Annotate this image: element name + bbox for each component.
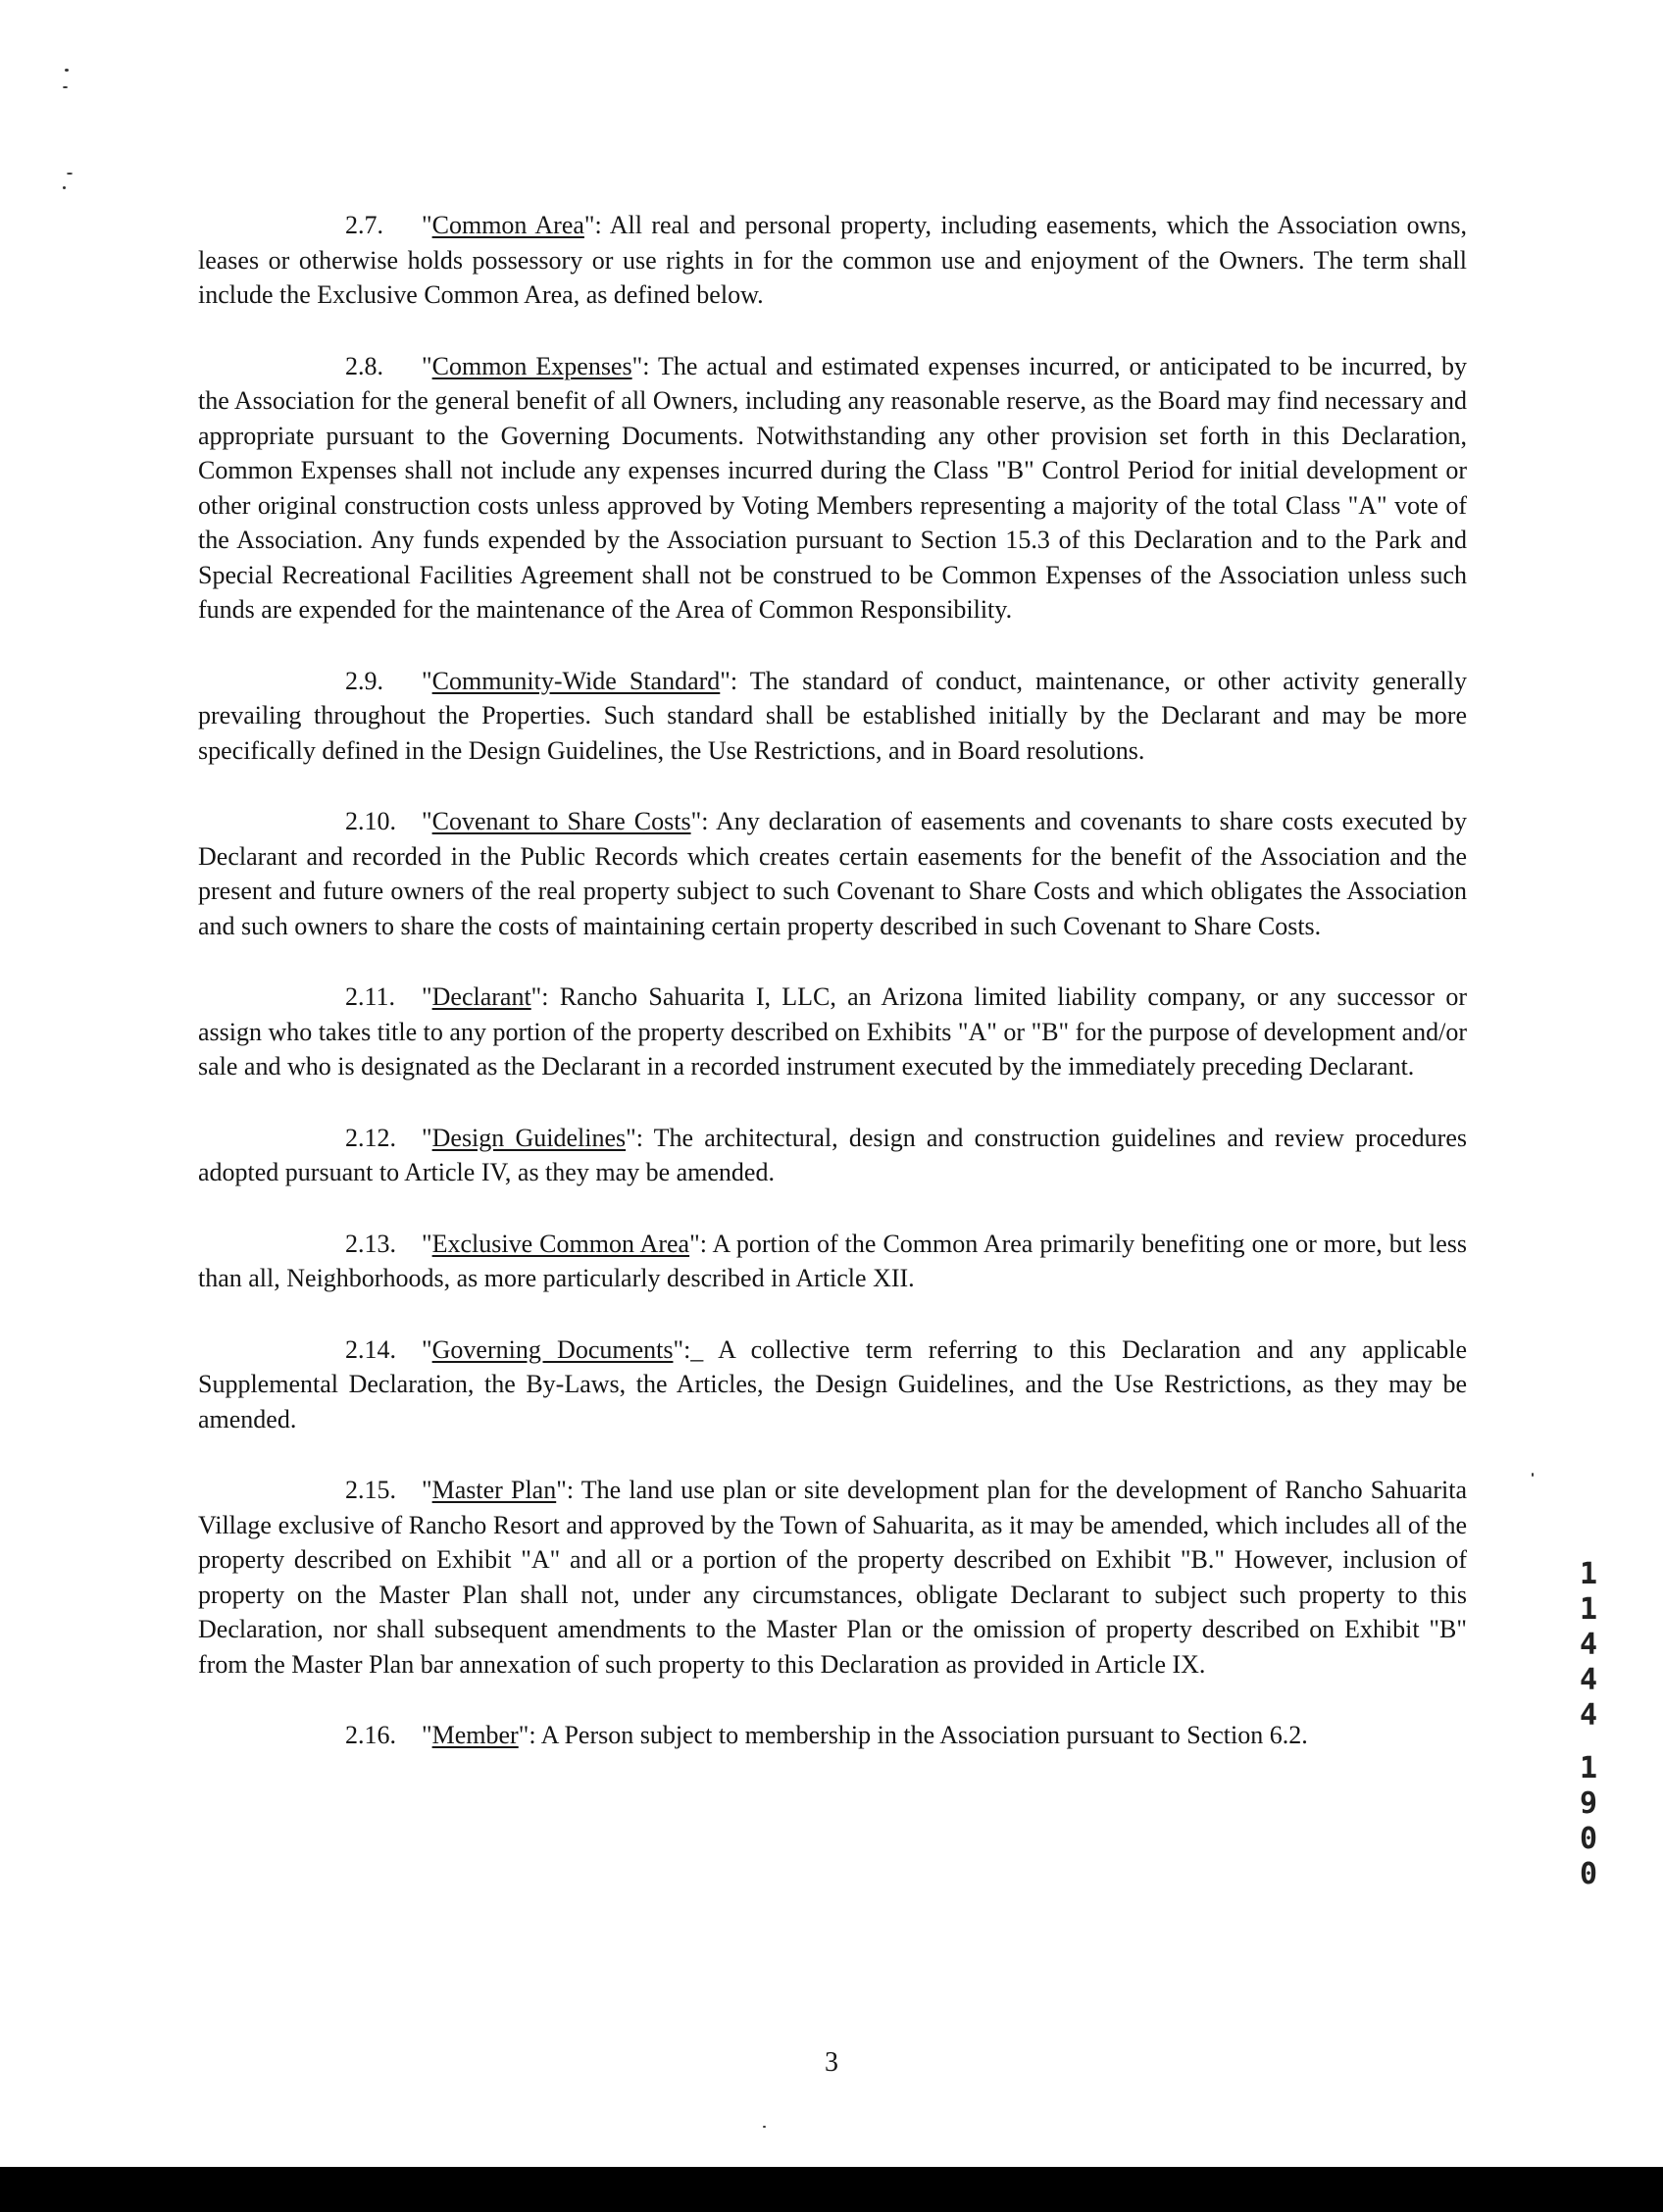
stamp-digit: 1: [1579, 1557, 1598, 1591]
defined-term: Exclusive Common Area: [431, 1229, 690, 1258]
definition-paragraph: 2.15. "Master Plan": The land use plan or site development plan for the development of Rancho Sahuarita Village exclusive of Rancho Resort and approved by the Town of Sahuarita, as it may be amended, which includes all of the property described on Exhibit "A" and all or a portion of the property described on Exhibit "B." However, inclusion of property on the Master Plan shall not, under any circumstances, obligate Declarant to subject such property to this Declaration, nor shall subsequent amendments to the Master Plan or the omission of property described on Exhibit "B" from the Master Plan bar annexation of such property to this Declaration as provided in Article IX.: [198, 1473, 1467, 1682]
page-number: 3: [825, 2047, 838, 2078]
section-number: 2.15.: [345, 1476, 396, 1504]
definition-paragraph: 2.16. "Member": A Person subject to membership in the Association pursuant to Section 6.2.: [198, 1718, 1467, 1753]
defined-term: Design Guidelines: [431, 1123, 627, 1152]
definition-text: ": The architectural, design and construction guidelines and review procedures adopted pursuant to Article IV, as they may be amended.: [198, 1123, 1467, 1186]
definition-text: ": The actual and estimated expenses incurred, or anticipated to be incurred, by the Association for the general benefit of all Owners, including any reasonable reserve, as the Board may find necessary and appropriate pursuant to the Governing Documents. Notwithstanding any other provision set forth in this Declaration, Common Expenses shall not include any expenses incurred during the Class "B" Control Period for initial development or other original construction costs unless approved by Voting Members representing a majority of the total Class "A" vote of the Association. Any funds expended by the Association pursuant to Section 15.3 of this Declaration and to the Park and Special Recreational Facilities Agreement shall not be construed to be Common Expenses of the Association unless such funds are expended for the maintenance of the Area of Common Responsibility.: [198, 351, 1467, 624]
definition-paragraph: 2.8. "Common Expenses": The actual and estimated expenses incurred, or anticipated to be incurred, by the Association for the general benefit of all Owners, including any reasonable reserve, as the Board may find necessary and appropriate pursuant to the Governing Documents. Notwithstanding any other provision set forth in this Declaration, Common Expenses shall not include any expenses incurred during the Class "B" Control Period for initial development or other original construction costs unless approved by Voting Members representing a majority of the total Class "A" vote of the Association. Any funds expended by the Association pursuant to Section 15.3 of this Declaration and to the Park and Special Recreational Facilities Agreement shall not be construed to be Common Expenses of the Association unless such funds are expended for the maintenance of the Area of Common Responsibility.: [198, 349, 1467, 628]
scan-speck: [63, 186, 66, 189]
section-number: 2.8.: [345, 351, 383, 380]
definition-section: [198, 1121, 1467, 1190]
section-number: 2.13.: [345, 1229, 396, 1258]
definition-section: [198, 664, 1467, 769]
definition-section: [198, 349, 1467, 628]
section-number: 2.14.: [345, 1334, 396, 1364]
definition-text: ": Any declaration of easements and covenants to share costs executed by Declarant and recorded in the Public Records which creates certain easements for the benefit of the Association and the present and future owners of the real property subject to such Covenant to Share Costs and which obligates the Association and such owners to share the costs of maintaining certain property described in such Covenant to Share Costs.: [198, 807, 1467, 940]
scan-speck: [63, 86, 68, 88]
definition-section: [198, 208, 1467, 313]
defined-term: Common Expenses: [431, 351, 632, 380]
stamp-digit: 0: [1579, 1822, 1598, 1856]
defined-term: Community-Wide Standard: [431, 666, 721, 695]
stamp-digit: 0: [1579, 1857, 1598, 1891]
definition-section: [198, 804, 1467, 943]
definition-section: [198, 1718, 1467, 1753]
scan-speck: [763, 2126, 766, 2128]
stamp-digit: 4: [1579, 1698, 1598, 1733]
definition-text: ": A portion of the Common Area primarily benefiting one or more, but less than all, Neighborhoods, as more particularly described in Article XII.: [198, 1229, 1467, 1292]
defined-term: Declarant: [431, 982, 531, 1011]
definition-text: ": The standard of conduct, maintenance, or other activity generally prevailing throughout the Properties. Such standard shall be established initially by the Declarant and may be more specifically defined in the Design Guidelines, the Use Restrictions, and in Board resolutions.: [198, 666, 1467, 765]
definition-paragraph: 2.14. "Governing Documents":_ A collective term referring to this Declaration and any applicable Supplemental Declaration, the By-Laws, the Articles, the Design Guidelines, and the Use Restrictions, as they may be amended.: [198, 1332, 1467, 1437]
definition-section: [198, 1473, 1467, 1682]
recording-number-stamp-top: [1569, 1557, 1608, 1734]
definition-text: ": A Person subject to membership in the Association pursuant to Section 6.2.: [518, 1721, 1308, 1749]
definition-paragraph: 2.7. "Common Area": All real and personal property, including easements, which the Association owns, leases or otherwise holds possessory or use rights in for the common use and enjoyment of the Owners. The term shall include the Exclusive Common Area, as defined below.: [198, 208, 1467, 313]
scan-border: [0, 2167, 1663, 2212]
defined-term: Common Area: [431, 211, 584, 239]
definition-section: [198, 1332, 1467, 1437]
definition-text: ":_ A collective term referring to this Declaration and any applicable Supplemental Declaration, the By-Laws, the Articles, the Design Guidelines, and the Use Restrictions, as they may be amended.: [198, 1334, 1467, 1433]
section-number: 2.12.: [345, 1123, 396, 1152]
scan-speck: [67, 173, 73, 175]
stamp-digit: 1: [1579, 1592, 1598, 1627]
definition-section: [198, 1227, 1467, 1296]
definition-paragraph: 2.13. "Exclusive Common Area": A portion of the Common Area primarily benefiting one or more, but less than all, Neighborhoods, as more particularly described in Article XII.: [198, 1227, 1467, 1296]
defined-term: Governing Documents: [431, 1334, 674, 1364]
defined-term: Covenant to Share Costs: [431, 807, 691, 835]
stamp-digit: 4: [1579, 1628, 1598, 1662]
definition-text: ": Rancho Sahuarita I, LLC, an Arizona limited liability company, or any successor or assign who takes title to any portion of the property described on Exhibits "A" or "B" for the purpose of development and/or sale and who is designated as the Declarant in a recorded instrument executed by the immediately preceding Declarant.: [198, 982, 1467, 1081]
recording-number-stamp-bottom: [1569, 1751, 1608, 1892]
section-number: 2.10.: [345, 807, 396, 835]
defined-term: Master Plan: [431, 1476, 557, 1504]
section-number: 2.11.: [345, 982, 396, 1011]
definitions-list: [198, 208, 1467, 1789]
definition-paragraph: 2.9. "Community-Wide Standard": The standard of conduct, maintenance, or other activity generally prevailing throughout the Properties. Such standard shall be established initially by the Declarant and may be more specifically defined in the Design Guidelines, the Use Restrictions, and in Board resolutions.: [198, 664, 1467, 769]
stamp-digit: 9: [1579, 1786, 1598, 1821]
section-number: 2.16.: [345, 1721, 396, 1749]
defined-term: Member: [431, 1721, 519, 1749]
stamp-digit: 4: [1579, 1663, 1598, 1697]
definition-text: ": The land use plan or site development plan for the development of Rancho Sahuarita Village exclusive of Rancho Resort and approved by the Town of Sahuarita, as it may be amended, which includes all of the property described on Exhibit "A" and all or a portion of the property described on Exhibit "B." However, inclusion of property on the Master Plan shall not, under any circumstances, obligate Declarant to subject such property to this Declaration, nor shall subsequent amendments to the Master Plan or the omission of property described on Exhibit "B" from the Master Plan bar annexation of such property to this Declaration as provided in Article IX.: [198, 1476, 1467, 1679]
scan-speck: [65, 69, 69, 72]
definition-section: [198, 980, 1467, 1084]
definition-paragraph: 2.10. "Covenant to Share Costs": Any declaration of easements and covenants to share costs executed by Declarant and recorded in the Public Records which creates certain easements for the benefit of the Association and the present and future owners of the real property subject to such Covenant to Share Costs and which obligates the Association and such owners to share the costs of maintaining certain property described in such Covenant to Share Costs.: [198, 804, 1467, 943]
section-number: 2.9.: [345, 666, 383, 695]
scan-speck: [1532, 1473, 1534, 1477]
stamp-digit: 1: [1579, 1751, 1598, 1785]
definition-text: ": All real and personal property, including easements, which the Association owns, leases or otherwise holds possessory or use rights in for the common use and enjoyment of the Owners. The term shall include the Exclusive Common Area, as defined below.: [198, 211, 1467, 309]
section-number: 2.7.: [345, 211, 383, 239]
definition-paragraph: 2.11. "Declarant": Rancho Sahuarita I, LLC, an Arizona limited liability company, or any successor or assign who takes title to any portion of the property described on Exhibits "A" or "B" for the purpose of development and/or sale and who is designated as the Declarant in a recorded instrument executed by the immediately preceding Declarant.: [198, 980, 1467, 1084]
definition-paragraph: 2.12. "Design Guidelines": The architectural, design and construction guidelines and review procedures adopted pursuant to Article IV, as they may be amended.: [198, 1121, 1467, 1190]
